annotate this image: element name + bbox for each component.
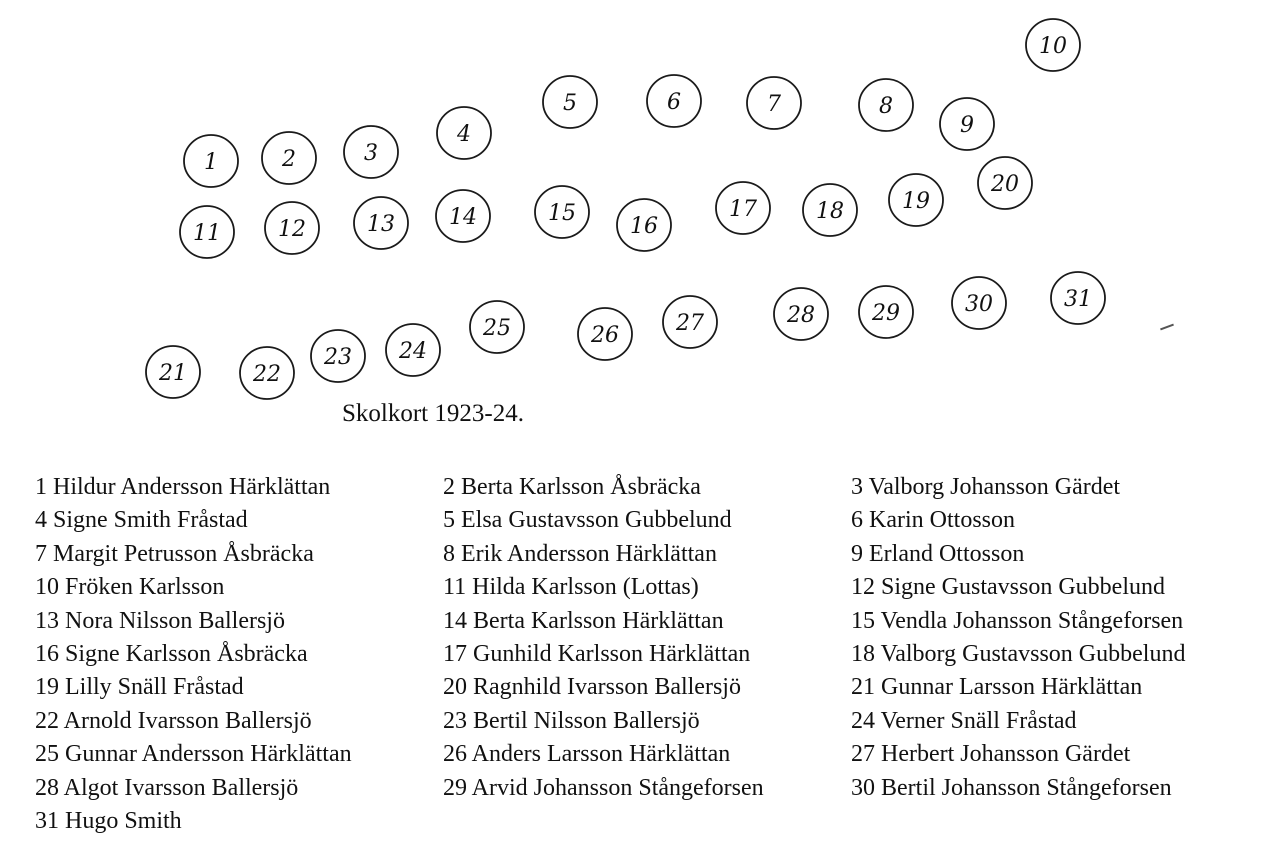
seat-number: 8 <box>879 94 893 119</box>
seat-12 <box>265 202 319 254</box>
seat-number: 24 <box>399 339 427 364</box>
seat-number: 23 <box>324 345 352 370</box>
seat-27 <box>663 296 717 348</box>
seat-4 <box>437 107 491 159</box>
seat-number: 13 <box>367 212 395 237</box>
seat-number: 17 <box>729 197 757 222</box>
seat-18 <box>803 184 857 236</box>
roster-entry: 10 Fröken Karlsson <box>35 574 225 601</box>
seat-number: 10 <box>1039 34 1067 59</box>
seat-number: 25 <box>483 316 511 341</box>
roster-entry: 29 Arvid Johansson Stångeforsen <box>443 774 764 801</box>
roster-entry: 7 Margit Petrusson Åsbräcka <box>35 540 314 567</box>
seat-number: 15 <box>548 201 576 226</box>
seat-number: 22 <box>253 362 281 387</box>
roster-entry: 8 Erik Andersson Härklättan <box>443 540 717 567</box>
seat-23 <box>311 330 365 382</box>
seat-25 <box>470 301 524 353</box>
roster-entry: 21 Gunnar Larsson Härklättan <box>851 674 1143 701</box>
roster-entry: 30 Bertil Johansson Stångeforsen <box>851 774 1172 801</box>
seat-9 <box>940 98 994 150</box>
seat-number: 14 <box>449 205 477 230</box>
seating-circles <box>0 0 1279 420</box>
roster-entry: 17 Gunhild Karlsson Härklättan <box>443 640 751 667</box>
seat-3 <box>344 126 398 178</box>
seat-5 <box>543 76 597 128</box>
seat-number: 16 <box>630 214 658 239</box>
roster-entry: 25 Gunnar Andersson Härklättan <box>35 741 352 768</box>
roster-entry: 31 Hugo Smith <box>35 807 182 834</box>
roster-entry: 20 Ragnhild Ivarsson Ballersjö <box>443 674 741 701</box>
seat-1 <box>184 135 238 187</box>
seat-29 <box>859 286 913 338</box>
roster-entry: 16 Signe Karlsson Åsbräcka <box>35 640 308 667</box>
seat-13 <box>354 197 408 249</box>
roster-entry: 18 Valborg Gustavsson Gubbelund <box>851 640 1186 667</box>
roster-entry: 1 Hildur Andersson Härklättan <box>35 474 331 500</box>
roster-entry: 4 Signe Smith Fråstad <box>35 507 248 534</box>
roster-entry: 2 Berta Karlsson Åsbräcka <box>443 474 701 500</box>
seat-10 <box>1026 19 1080 71</box>
seat-2 <box>262 132 316 184</box>
seat-17 <box>716 182 770 234</box>
roster-entry: 22 Arnold Ivarsson Ballersjö <box>35 707 312 734</box>
seat-number: 20 <box>991 172 1019 197</box>
roster-entry: 19 Lilly Snäll Fråstad <box>35 674 244 701</box>
roster-entry: 27 Herbert Johansson Gärdet <box>851 741 1131 768</box>
seat-21 <box>146 346 200 398</box>
seat-number: 4 <box>457 122 471 147</box>
seat-number: 2 <box>282 147 296 172</box>
roster-entry: 14 Berta Karlsson Härklättan <box>443 607 724 634</box>
seat-number: 6 <box>667 90 681 115</box>
student-roster <box>35 471 1265 838</box>
roster-entry: 24 Verner Snäll Fråstad <box>851 707 1077 734</box>
roster-entry: 11 Hilda Karlsson (Lottas) <box>443 574 699 601</box>
roster-entry: 15 Vendla Johansson Stångeforsen <box>851 607 1184 634</box>
seat-number: 31 <box>1064 287 1092 312</box>
roster-entry: 12 Signe Gustavsson Gubbelund <box>851 574 1165 601</box>
seat-28 <box>774 288 828 340</box>
seat-15 <box>535 186 589 238</box>
seat-11 <box>180 206 234 258</box>
seat-14 <box>436 190 490 242</box>
seat-number: 27 <box>676 311 704 336</box>
roster-entry: 9 Erland Ottosson <box>851 540 1025 567</box>
seat-24 <box>386 324 440 376</box>
seat-26 <box>578 308 632 360</box>
seat-number: 7 <box>767 92 781 117</box>
chart-caption: Skolkort 1923-24. <box>342 400 524 427</box>
roster-entry: 13 Nora Nilsson Ballersjö <box>35 607 285 634</box>
seat-31 <box>1051 272 1105 324</box>
seat-number: 30 <box>965 292 993 317</box>
roster-entry: 5 Elsa Gustavsson Gubbelund <box>443 507 732 534</box>
seat-30 <box>952 277 1006 329</box>
roster-entry: 28 Algot Ivarsson Ballersjö <box>35 774 299 801</box>
seat-number: 26 <box>591 323 619 348</box>
seat-number: 9 <box>960 113 974 138</box>
seat-number: 29 <box>872 301 900 326</box>
seat-number: 12 <box>278 217 306 242</box>
roster-entry: 6 Karin Ottosson <box>851 507 1015 534</box>
seat-number: 18 <box>816 199 844 224</box>
seat-number: 19 <box>902 189 930 214</box>
seat-16 <box>617 199 671 251</box>
seat-number: 28 <box>787 303 815 328</box>
seat-8 <box>859 79 913 131</box>
seat-7 <box>747 77 801 129</box>
roster-entry: 26 Anders Larsson Härklättan <box>443 741 731 768</box>
roster-entry: 23 Bertil Nilsson Ballersjö <box>443 707 700 734</box>
seat-19 <box>889 174 943 226</box>
seat-number: 5 <box>563 91 577 116</box>
seat-20 <box>978 157 1032 209</box>
seat-number: 11 <box>193 221 221 246</box>
roster-entry: 3 Valborg Johansson Gärdet <box>851 474 1121 500</box>
seat-number: 1 <box>204 150 218 175</box>
seat-6 <box>647 75 701 127</box>
seat-number: 3 <box>364 141 378 166</box>
seat-22 <box>240 347 294 399</box>
seat-number: 21 <box>159 361 187 386</box>
